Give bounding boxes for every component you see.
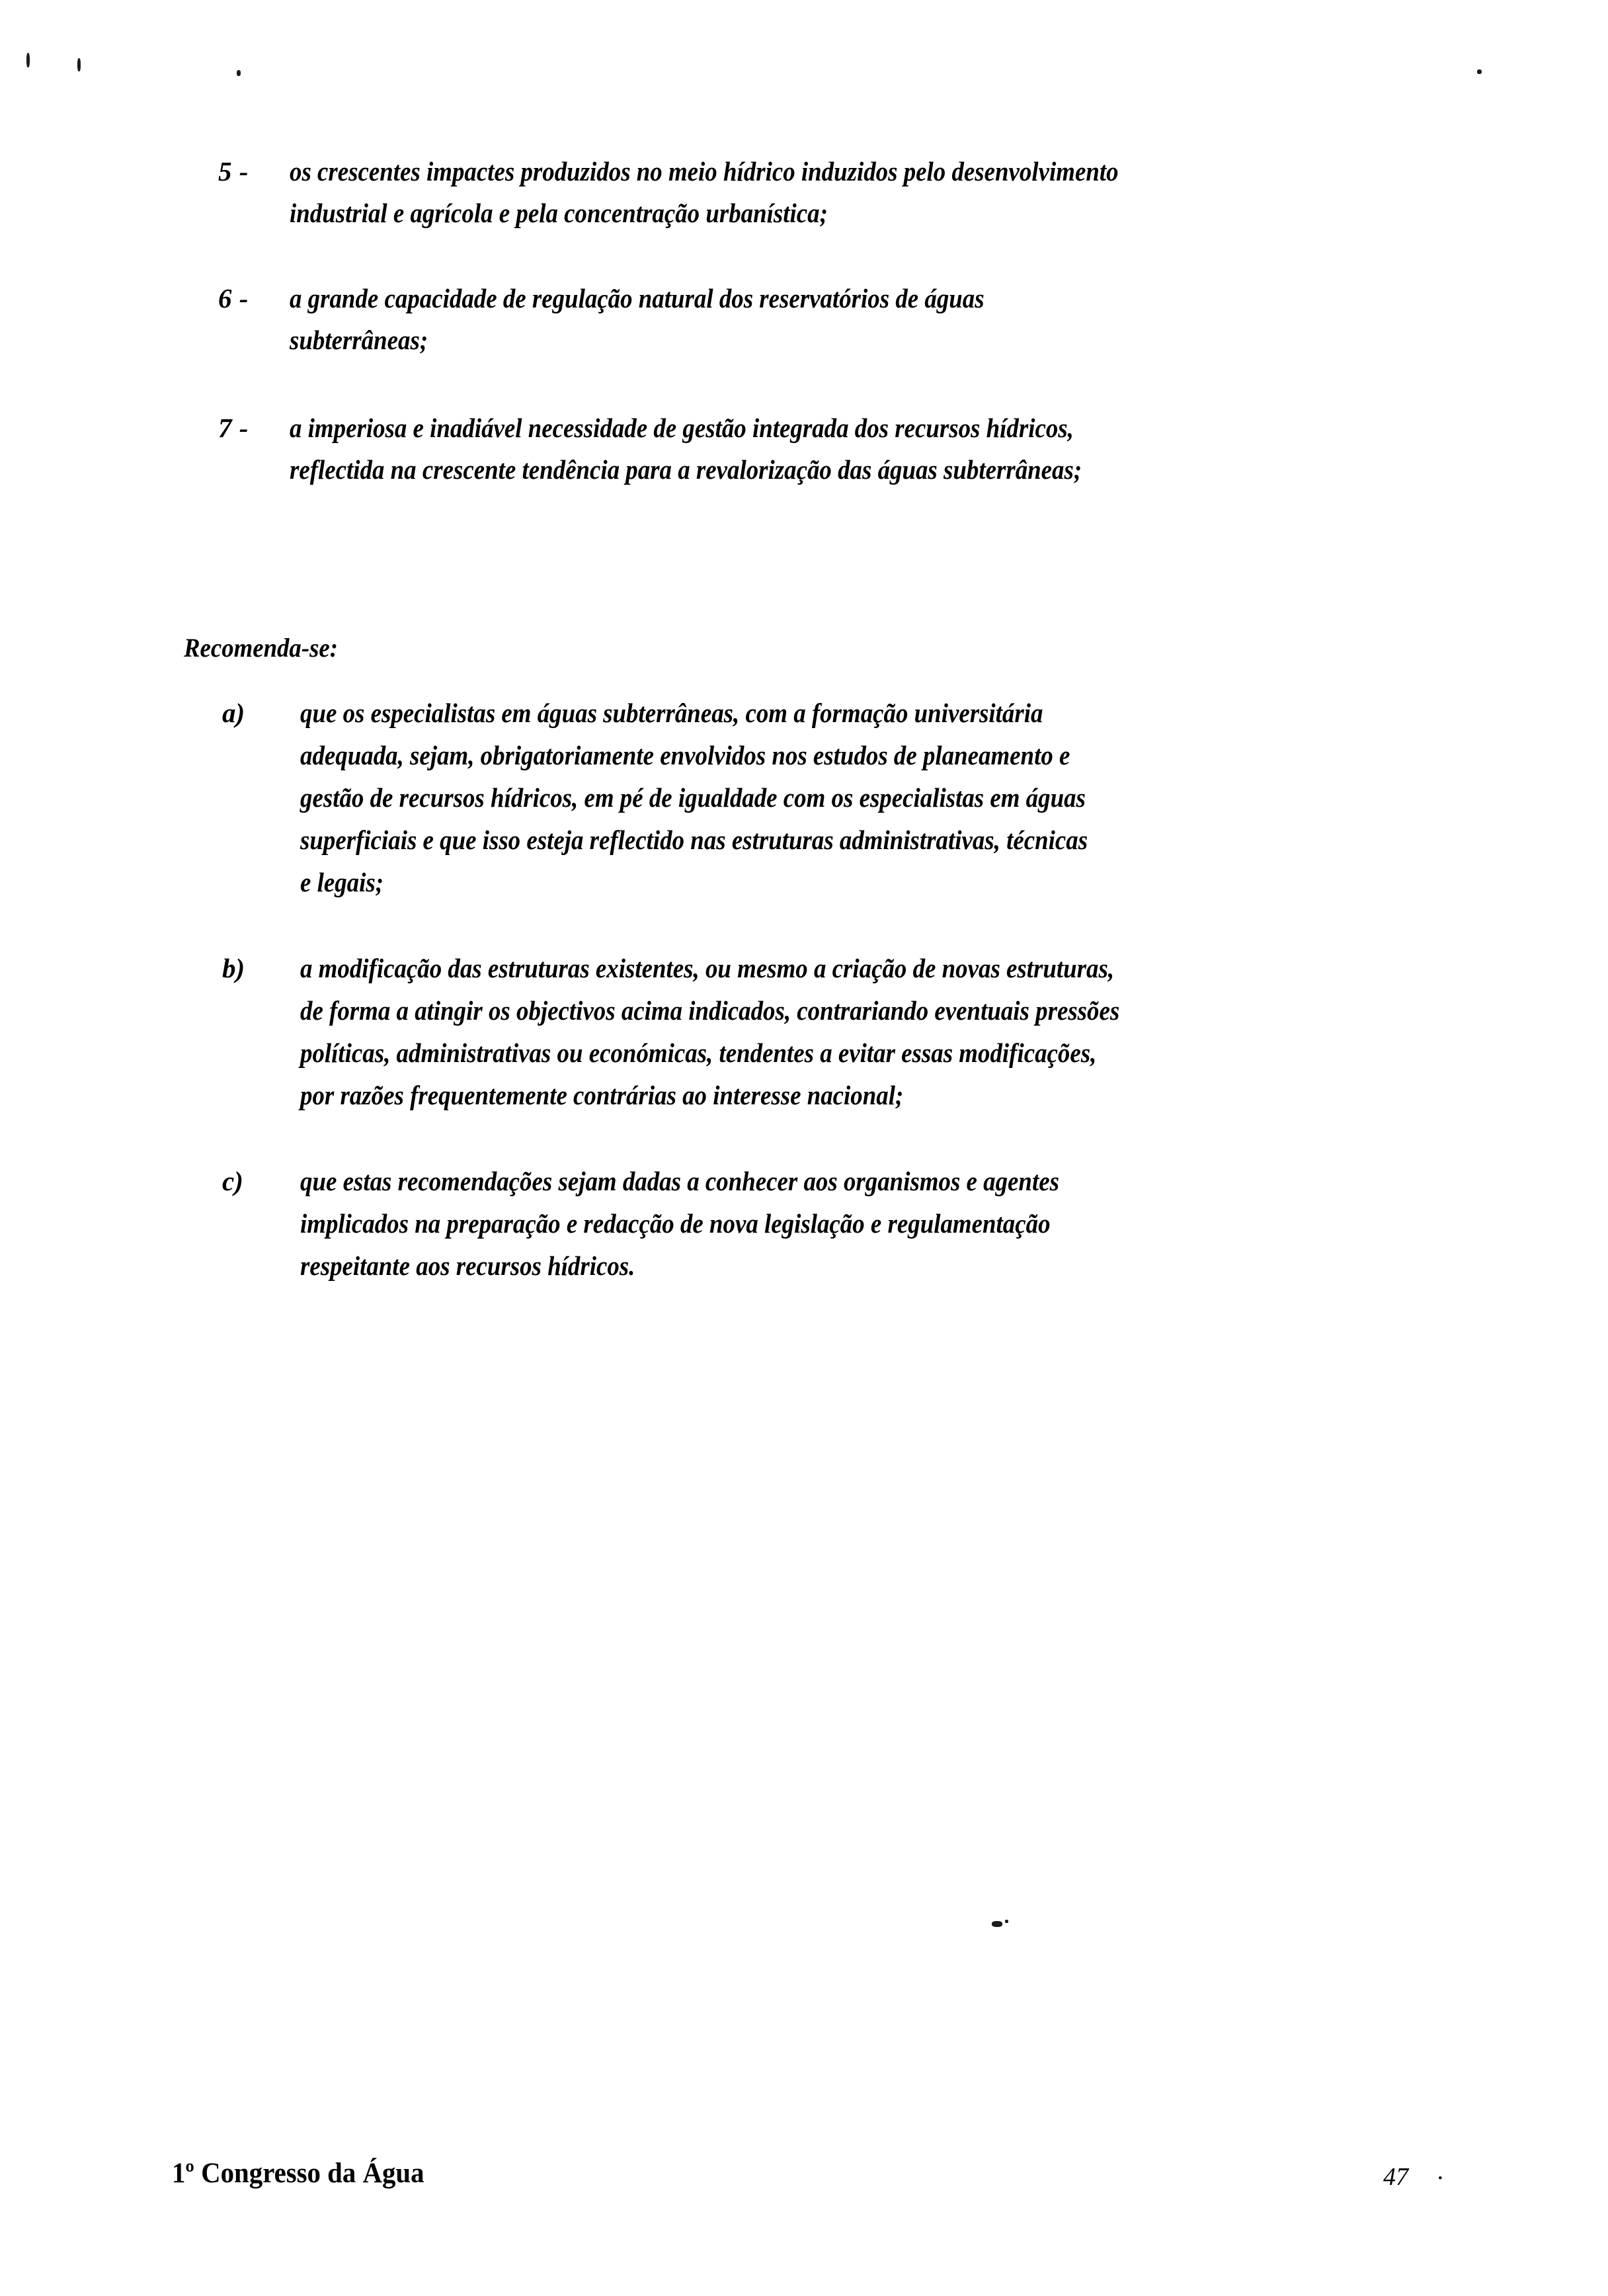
list-item [222, 947, 1465, 1116]
list-item [218, 278, 1468, 361]
text-line: e legais; [300, 867, 384, 897]
text-line: a imperiosa e inadiável necessidade de gestão integrada dos recursos hídricos, [290, 413, 1074, 443]
scan-artifact-speck [992, 1921, 1002, 1927]
list-item-body [300, 692, 1349, 903]
list-item [222, 692, 1465, 903]
list-item-marker: c) [222, 1166, 243, 1196]
text-line: políticas, administrativas ou económicas, tendentes a evitar essas modificações, [300, 1038, 1097, 1068]
footer-title: 1º Congresso da Água [172, 2158, 424, 2189]
numbered-list [218, 151, 1468, 491]
list-item-body [300, 947, 1349, 1116]
scan-artifact-speck [1005, 1920, 1008, 1923]
text-line: de forma a atingir os objectivos acima indicados, contrariando eventuais pressões [300, 995, 1120, 1026]
list-item-marker: a) [222, 698, 245, 728]
text-line: os crescentes impactes produzidos no meio hídrico induzidos pelo desenvolvimento [290, 156, 1119, 186]
page-number-dot: · [1436, 2164, 1445, 2192]
scan-artifact-speck [26, 53, 30, 67]
page-footer [0, 2154, 1608, 2207]
list-item-body [300, 1160, 1349, 1287]
list-item [218, 407, 1468, 491]
text-line: a modificação das estruturas existentes, ou mesmo a criação de novas estruturas, [300, 953, 1115, 983]
text-line: respeitante aos recursos hídricos. [300, 1250, 635, 1281]
list-item-marker: 7 - [218, 413, 249, 443]
lettered-list [222, 692, 1465, 1287]
text-line: industrial e agrícola e pela concentração urbanística; [290, 198, 828, 228]
text-line: subterrâneas; [290, 325, 428, 355]
list-item-marker: b) [222, 953, 245, 983]
text-line: que estas recomendações sejam dadas a conhecer aos organismos e agentes [300, 1166, 1059, 1196]
recommendation-heading: Recomenda-se: [184, 633, 339, 663]
list-item [218, 151, 1468, 234]
text-line: por razões frequentemente contrárias ao interesse nacional; [300, 1080, 904, 1110]
list-item-marker: 6 - [218, 283, 249, 313]
text-line: gestão de recursos hídricos, em pé de igualdade com os especialistas em águas [300, 782, 1086, 813]
scan-artifact-speck [237, 70, 241, 76]
list-item [222, 1160, 1465, 1287]
text-line: que os especialistas em águas subterrâneas, com a formação universitária [300, 698, 1043, 728]
text-line: superficiais e que isso esteja reflectido nas estruturas administrativas, técnicas [300, 825, 1088, 855]
list-item-body [290, 151, 1350, 234]
page-number: 47 [1383, 2163, 1408, 2191]
text-line: a grande capacidade de regulação natural dos reservatórios de águas [290, 283, 985, 313]
text-line: adequada, sejam, obrigatoriamente envolvidos nos estudos de planeamento e [300, 740, 1070, 770]
list-item-body [290, 278, 1350, 361]
scan-artifact-speck [1477, 69, 1482, 74]
text-line: reflectida na crescente tendência para a revalorização das águas subterrâneas; [290, 454, 1082, 485]
list-item-marker: 5 - [218, 156, 249, 186]
scan-artifact-speck [77, 58, 81, 71]
text-line: implicados na preparação e redacção de nova legislação e regulamentação [300, 1208, 1051, 1239]
list-item-body [290, 407, 1350, 491]
